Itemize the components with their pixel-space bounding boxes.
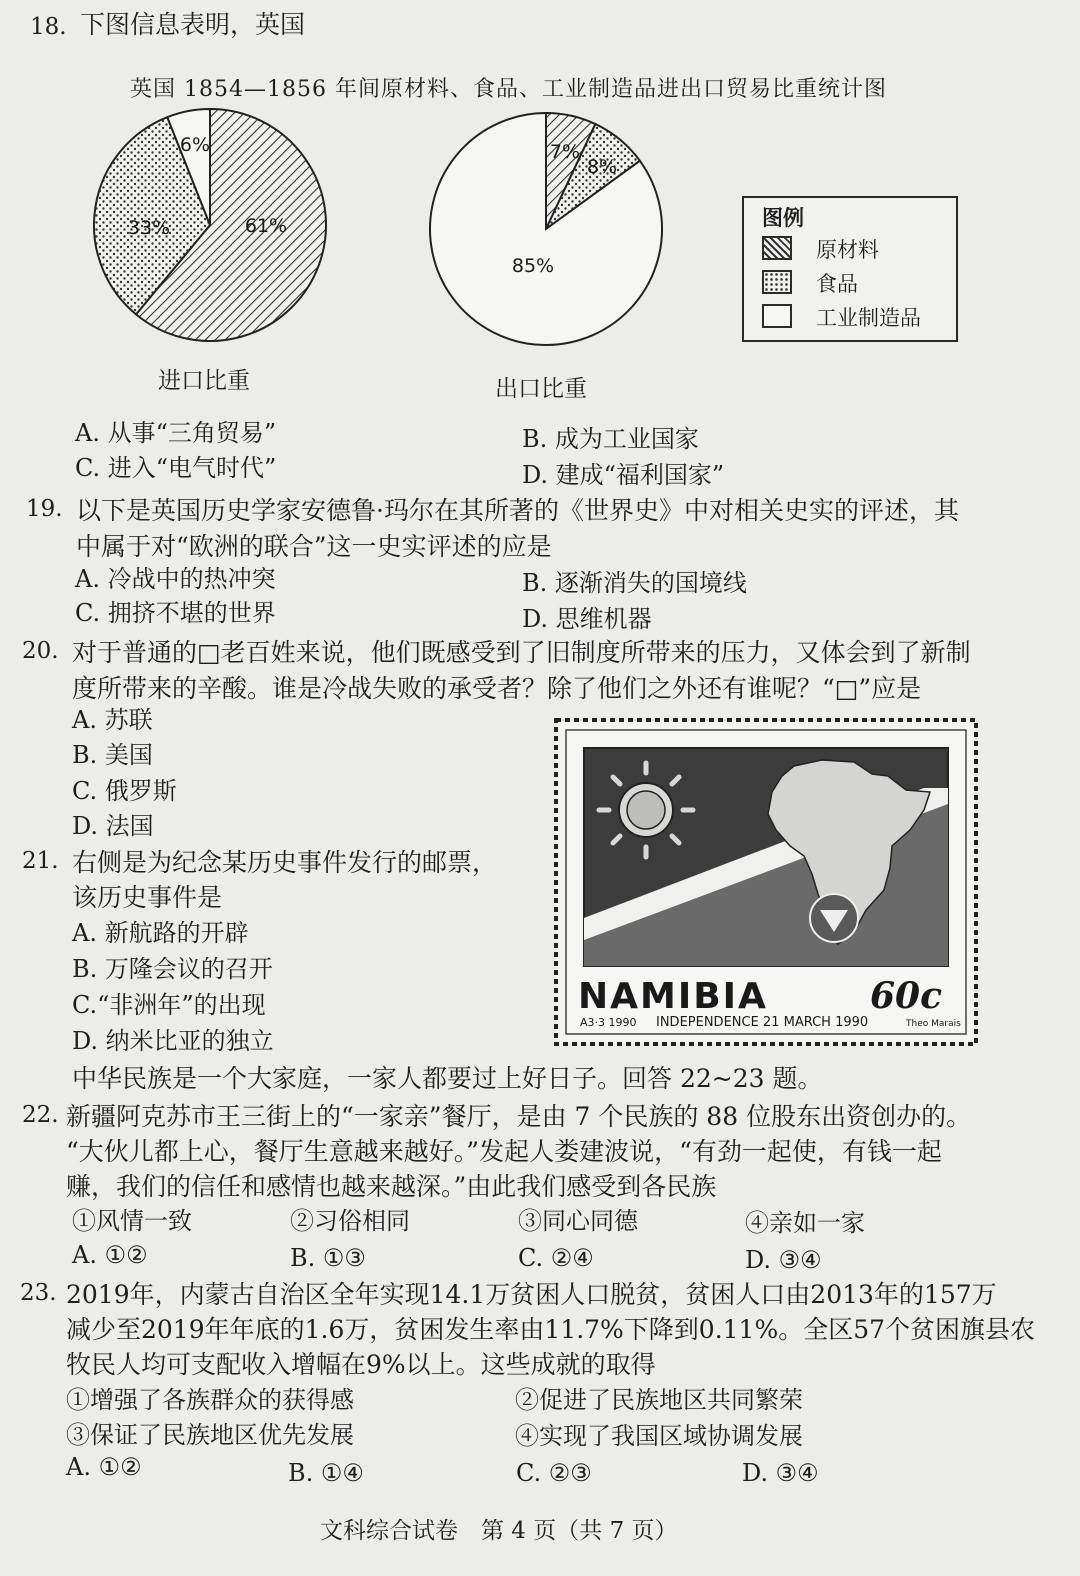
q23-item-3: ③保证了民族地区优先发展 [66,1421,354,1449]
q23-item-1: ①增强了各族群众的获得感 [66,1386,354,1414]
q19-option-c[interactable]: C. 拥挤不堪的世界 [75,599,276,627]
q23-item-4: ④实现了我国区域协调发展 [515,1422,803,1450]
blank-swatch [762,304,792,328]
q23-line1: 2019年，内蒙古自治区全年实现14.1万贫困人口脱贫，贫困人口由2013年的157万 [66,1280,997,1309]
q23-option-b[interactable]: B. ①④ [288,1459,364,1487]
chart-title: 英国 1854—1856 年间原材料、食品、工业制造品进出口贸易比重统计图 [130,77,887,102]
q21-option-d[interactable]: D. 纳米比亚的独立 [72,1027,274,1055]
q22-option-b[interactable]: B. ①③ [290,1244,366,1272]
emblem-icon [810,894,858,942]
export-caption: 出口比重 [495,376,587,402]
q18-stem: 下图信息表明，英国 [80,10,306,39]
q22-item-1: ①风情一致 [72,1207,192,1235]
q21-number: 21. [22,848,59,874]
q19-option-a[interactable]: A. 冷战中的热冲突 [75,565,276,593]
legend-title: 图例 [762,205,804,230]
q23-option-c[interactable]: C. ②③ [516,1459,592,1487]
q22-option-a[interactable]: A. ①② [72,1241,148,1269]
q21-option-a[interactable]: A. 新航路的开辟 [72,919,249,947]
q18-option-c[interactable]: C. 进入“电气时代” [75,454,277,482]
q22-item-4: ④亲如一家 [745,1209,865,1237]
q18-number: 18. [30,14,67,40]
q22-option-c[interactable]: C. ②④ [518,1244,594,1272]
hatch-swatch [762,236,792,260]
q20-option-a[interactable]: A. 苏联 [72,706,153,734]
q23-option-a[interactable]: A. ①② [66,1453,142,1481]
q19-number: 19. [26,496,63,522]
q22-line3: 赚，我们的信任和感情也越来越深。”由此我们感受到各民族 [66,1172,717,1201]
pie-slice-label: 6% [179,134,211,156]
import-caption: 进口比重 [158,368,250,394]
stamp-code: A3·3 1990 [580,1016,637,1029]
stamp-country: NAMIBIA [578,976,768,1017]
q22-option-d[interactable]: D. ③④ [745,1246,822,1274]
stamp-caption: INDEPENDENCE 21 MARCH 1990 [656,1015,869,1030]
q21-line2: 该历史事件是 [72,883,223,912]
q21-option-c[interactable]: C.“非洲年”的出现 [72,991,266,1019]
export-pie [430,113,662,345]
intro-22-23: 中华民族是一个大家庭，一家人都要过上好日子。回答 22~23 题。 [72,1064,823,1093]
q22-line1: 新疆阿克苏市王三街上的“一家亲”餐厅，是由 7 个民族的 88 位股东出资创办的。 [66,1102,972,1131]
legend-label: 原材料 [816,238,879,262]
dots-swatch [762,270,792,294]
q19-line1: 以下是英国历史学家安德鲁·玛尔在其所著的《世界史》中对相关史实的评述，其 [76,496,959,525]
q18-option-a[interactable]: A. 从事“三角贸易” [75,419,277,447]
pie-slice-label: 8% [586,156,618,178]
q20-option-d[interactable]: D. 法国 [72,812,154,840]
q19-option-b[interactable]: B. 逐渐消失的国境线 [522,569,747,597]
pie-slice-label: 7% [549,141,581,163]
pie-slice-label: 33% [127,217,171,239]
q23-item-2: ②促进了民族地区共同繁荣 [515,1386,803,1414]
q20-number: 20. [22,638,59,664]
stamp-artist: Theo Marais [906,1019,961,1029]
q20-line2: 度所带来的辛酸。谁是冷战失败的承受者？除了他们之外还有谁呢？“□”应是 [72,674,922,703]
pie-slice-label: 85% [511,255,555,277]
q23-line2: 减少至2019年年底的1.6万，贫困发生率由11.7%下降到0.11%。全区57个贫困旗县农 [66,1315,1036,1344]
q18-option-d[interactable]: D. 建成“福利国家” [522,461,725,489]
page-footer: 文科综合试卷 第 4 页（共 7 页） [320,1518,678,1544]
pie-slice-label: 61% [244,215,288,237]
q18-option-b[interactable]: B. 成为工业国家 [522,425,699,453]
q20-option-c[interactable]: C. 俄罗斯 [72,777,177,805]
q23-number: 23. [20,1280,57,1306]
legend-label: 食品 [816,272,858,296]
q23-option-d[interactable]: D. ③④ [742,1459,819,1487]
q19-line2: 中属于对“欧洲的联合”这一史实评述的应是 [76,532,552,561]
q22-line2: “大伙儿都上心，餐厅生意越来越好。”发起人娄建波说，“有劲一起使，有钱一起 [66,1137,942,1166]
q22-item-3: ③同心同德 [518,1207,638,1235]
legend-label: 工业制造品 [816,306,921,330]
q21-line1: 右侧是为纪念某历史事件发行的邮票， [72,848,498,877]
namibia-stamp [554,718,978,1046]
import-pie [94,109,326,341]
q19-option-d[interactable]: D. 思维机器 [522,605,652,633]
q22-number: 22. [22,1102,59,1128]
q22-item-2: ②习俗相同 [290,1207,410,1235]
q20-line1: 对于普通的□老百姓来说，他们既感受到了旧制度所带来的压力，又体会到了新制 [72,638,971,667]
q20-option-b[interactable]: B. 美国 [72,741,153,769]
q21-option-b[interactable]: B. 万隆会议的召开 [72,955,273,983]
chart-legend [742,196,958,342]
q23-line3: 牧民人均可支配收入增幅在9%以上。这些成就的取得 [66,1350,656,1379]
stamp-value: 60c [870,975,943,1017]
